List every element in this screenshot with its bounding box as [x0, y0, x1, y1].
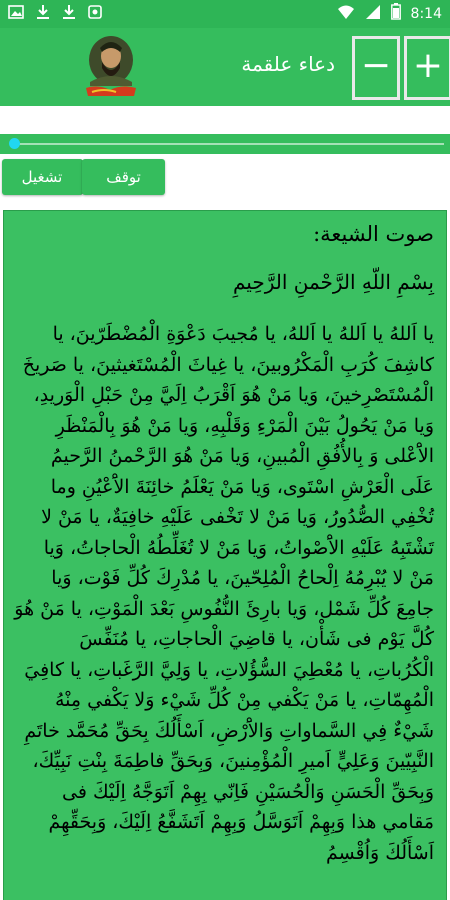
download-icon — [62, 4, 76, 26]
download-icon — [36, 4, 50, 26]
toolbar-divider — [0, 106, 450, 134]
basmala: بِسْمِ اللّهِ الرَّحْمنِ الرَّحِيمِ — [232, 270, 434, 294]
audio-progress-bar — [0, 134, 450, 154]
page-title: دعاء علقمة — [241, 52, 335, 76]
prayer-body: يا اَللهُ يا اَللهُ يا اَللهُ، يا مُجيبَ دَعْوَةِ الْمُضْطَرّينَ، يا كاشِفَ كُرَبِ الْمَكْرُوبينَ، يا غِياثَ الْمُسْتَغيثينَ، يا صَريخَ الْمُسْتَصْرِخينَ، وَيا مَنْ هُوَ اَقْرَبُ اِلَيَّ مِنْ حَبْلِ الْوَريدِ، وَيا مَنْ يَحُولُ بَيْنَ الْمَرْءِ وَقَلْبِهِ، وَيا مَنْ هُوَ بِالْمَنْظَرِ الاَْعْلى وَ بِالأُفُقِ الْمُبينِ، وَيا مَنْ هُوَ الرَّحْمنُ الرَّحيمُ عَلَى الْعَرْشِ اسْتَوى، وَيا مَنْ يَعْلَمُ خائِنَةَ الاَْعْيُنِ وما تُخْفِي الصُّدُورُ، وَيا مَنْ لا تَخْفى عَلَيْهِ خافِيَةٌ، يا مَنْ لا تَشْتَبِهُ عَلَيْهِ الاَْصْواتُ، وَيا مَنْ لا تُغَلِّطُهُ الْحاجاتُ، وَيا مَنْ لا يُبْرِمُهُ اِلْحاحُ الْمُلِحّينَ، يا مُدْرِكَ كُلِّ فَوْت، وَيا جامِعَ كُلِّ شَمْل، وَيا بارِئَ النُّفُوسِ بَعْدَ الْمَوْتِ، يا مَنْ هُوَ كُلَّ يَوْم فى شَأْن، يا قاضِيَ الْحاجاتِ، يا مُنَفِّسَ الْكُرُباتِ، يا مُعْطِيَ السُّؤُلاتِ، يا وَلِيَّ الرَّغَباتِ، يا كافِيَ الْمُهِمّاتِ، يا مَنْ يَكْفي مِنْ كُلِّ شَيْء وَلا يَكْفي مِنْهُ شَيْءٌ فِي السَّماواتِ وَالاَْرْضِ، اَسْأَلُكَ بِحَقِّ مُحَمَّد خاتَمِ النَّبِيّينَ وَعَلِيٍّ اَميرِ الْمُؤْمِنينَ، وَبِحَقِّ فاطِمَةَ بِنْتِ نَبِيِّكَ، وَبِحَقِّ الْحَسَنِ وَالْحُسَيْنِ فَاِنّي بِهِمْ اَتَوَجَّهُ اِلَيْكَ فى مَقامي هذا وَبِهِمْ اَتَوَسَّلُ وَبِهِمْ اَتَشَفَّعُ اِلَيْكَ، وَبِحَقِّهِمْ اَسْأَلُكَ وَاُقْسِمُ — [14, 323, 434, 864]
app-logo — [76, 34, 146, 98]
toolbar — [0, 28, 450, 106]
progress-track[interactable] — [14, 143, 444, 145]
status-bar — [0, 0, 450, 28]
clock: 8:14 — [410, 5, 442, 22]
image-icon — [8, 4, 24, 26]
stop-button[interactable]: توقف — [82, 159, 165, 195]
battery-icon — [391, 3, 401, 24]
app-icon — [88, 5, 102, 25]
zoom-in-button[interactable]: + — [404, 36, 450, 100]
progress-thumb[interactable] — [9, 138, 20, 149]
signal-icon — [365, 4, 381, 24]
source-label: صوت الشيعة: — [313, 222, 434, 246]
zoom-out-button[interactable]: − — [352, 36, 400, 100]
wifi-icon — [337, 4, 355, 24]
prayer-text-panel[interactable] — [3, 210, 447, 900]
play-button[interactable]: تشغيل — [2, 159, 83, 195]
